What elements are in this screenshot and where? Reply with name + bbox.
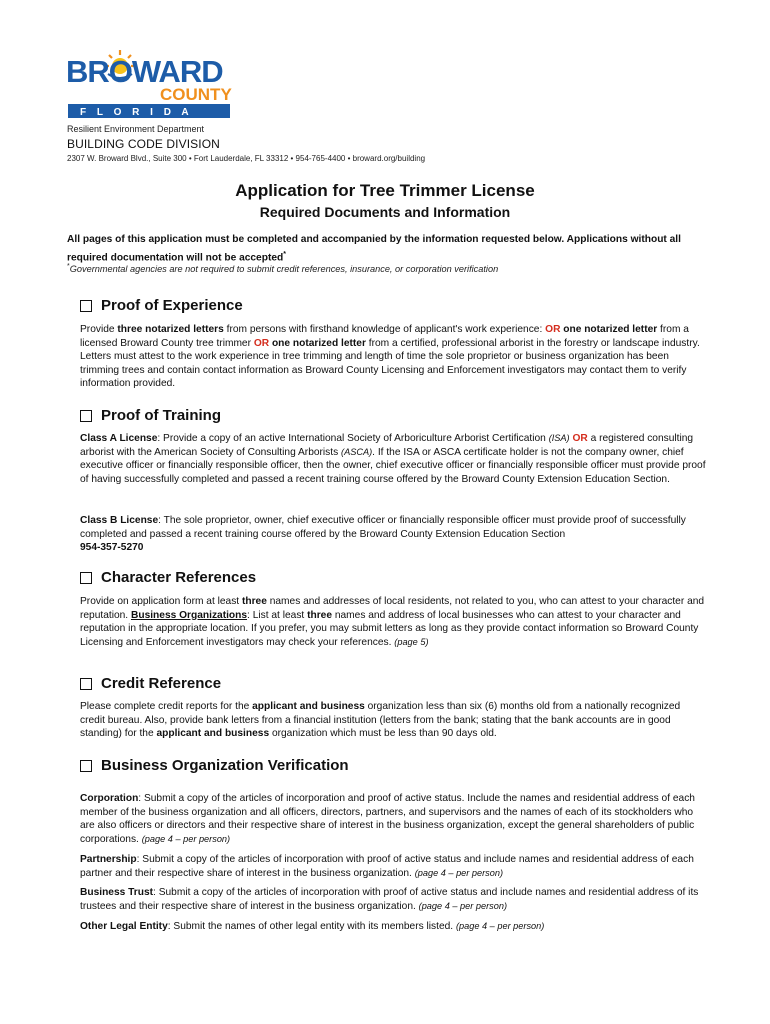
section-heading-experience <box>80 297 243 314</box>
training-checkbox[interactable] <box>80 410 92 422</box>
intro-statement <box>67 232 707 265</box>
logo-florida-text: F L O R I D A <box>80 107 193 118</box>
credit-heading-text: Credit Reference <box>101 675 222 692</box>
broward-county-logo <box>64 44 234 120</box>
footnote <box>67 263 707 274</box>
character-checkbox[interactable] <box>80 572 92 584</box>
page-subtitle: Required Documents and Information <box>259 204 511 220</box>
division-name: BUILDING CODE DIVISION <box>67 137 220 151</box>
page-title: Application for Tree Trimmer License <box>235 181 535 200</box>
footnote-text: Governmental agencies are not required to submit credit references, insurance, or corporation verification <box>69 264 499 275</box>
character-heading-text: Character References <box>101 569 257 586</box>
training-class-b-paragraph: Class B License: The sole proprietor, owner, chief executive officer or financially responsible officer must provide proof of successfully completed and passed a recent training course offered by the Broward County Extension Education Section 954-357-5270 <box>80 515 686 553</box>
department-name: Resilient Environment Department <box>67 124 205 134</box>
credit-paragraph: Please complete credit reports for the applicant and business organization less than six (6) months old from a nationally recognized credit bureau. Also, provide bank letters from a financial institution (letters from the bank; stating that the bank accounts are in good standing) for the applicant and business organization which must be less than 90 days old. <box>80 701 681 739</box>
logo-broward-text: BROWARD <box>66 54 223 89</box>
other-legal-entity-paragraph: Other Legal Entity: Submit the names of other legal entity with its members listed. (page 4 – per person) <box>80 921 545 932</box>
experience-checkbox[interactable] <box>80 300 92 312</box>
footnote-asterisk: * <box>67 263 70 270</box>
logo-county-text: COUNTY <box>160 85 232 104</box>
character-paragraph: Provide on application form at least three names and addresses of local residents, not related to you, who can attest to your character and reputation. Business Organizations: List at least three names and address of local businesses who can attest to your character and reputation in the appropriate location. If you prefer, you may submit letters as long as they provide contact information so Broward County Licensing and Enforcement investigators may check your references. (page 5) <box>80 596 705 648</box>
section-heading-credit <box>80 675 221 692</box>
business-trust-paragraph: Business Trust: Submit a copy of the articles of incorporation with proof of active status and include names and residential address of its trustees and their respective share of interest in the business organization. (page 4 – per person) <box>80 887 699 912</box>
intro-asterisk: * <box>283 251 286 258</box>
intro-text: All pages of this application must be completed and accompanied by the information requested below. Applications without all required documentation will not be accepted <box>67 234 681 264</box>
training-class-a-paragraph: Class A License: Provide a copy of an active International Society of Arboriculture Arborist Certification (ISA) OR a registered consulting arborist with the American Society of Consulting Arborists (ASCA). If the ISA or ASCA certificate holder is not the company owner, chief executive officer or financially responsible officer, then the owner, chief executive officer or financially responsible officer must provide proof of having successfully completed and passed a recent training course offered by the Broward County Extension Education Section. <box>80 433 706 485</box>
corporation-paragraph: Corporation: Submit a copy of the articles of incorporation and proof of active status. Include the names and residential address of each member of the business organization and all officers, directors, partners, and supervisors and the names of each of its stockholders who are also officers or directors and their respective share of interest in the business organization, except the general shareholders of public corporations. (page 4 – per person) <box>80 793 695 845</box>
section-heading-training <box>80 407 221 424</box>
business-checkbox[interactable] <box>80 760 92 772</box>
division-address: 2307 W. Broward Blvd., Suite 300 • Fort Lauderdale, FL 33312 • 954-765-4400 • broward.org/building <box>67 154 426 163</box>
training-heading-text: Proof of Training <box>101 407 221 424</box>
partnership-paragraph: Partnership: Submit a copy of the articles of incorporation with proof of active status and include names and residential address of each partner and their respective share of interest in the business organization. (page 4 – per person) <box>80 854 694 879</box>
experience-paragraph: Provide three notarized letters from persons with firsthand knowledge of applicant's work experience: OR one notarized letter from a licensed Broward County tree trimmer OR one notarized letter from a certified, professional arborist in the forestry or landscape industry. Letters must attest to the work experience in tree trimming and length of time the sole proprietor or business organization has been trimming trees and contain contact information as Broward County Licensing and Enforcement investigators may contact them to verify information provided. <box>80 324 700 389</box>
section-heading-business <box>80 757 349 774</box>
credit-checkbox[interactable] <box>80 678 92 690</box>
business-heading-text: Business Organization Verification <box>101 757 349 774</box>
section-heading-character <box>80 569 256 586</box>
experience-heading-text: Proof of Experience <box>101 297 243 314</box>
